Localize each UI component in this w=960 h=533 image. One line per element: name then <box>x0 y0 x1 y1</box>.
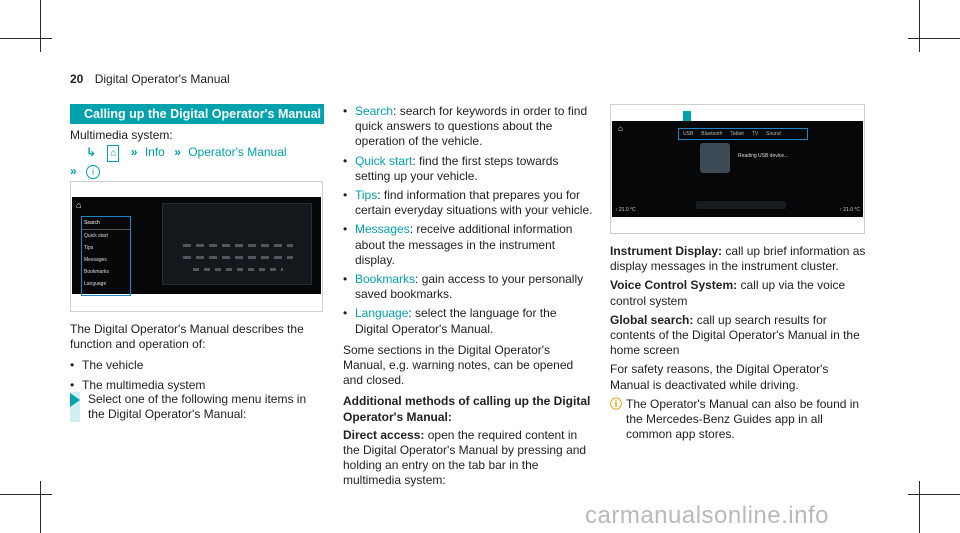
home-icon: ⌂ <box>618 124 623 133</box>
step-arrow-icon <box>70 393 80 407</box>
screen-display <box>72 197 321 294</box>
menu-search[interactable]: Search <box>82 217 130 230</box>
term-text: : gain access to your personally saved bookmarks. <box>355 272 584 302</box>
term-bookmarks[interactable]: Bookmarks <box>355 272 416 287</box>
tab-usb[interactable]: USB <box>683 131 694 137</box>
tab-bar <box>678 128 808 140</box>
description: The Digital Operator's Manual describes the function and operation of: <box>70 322 304 352</box>
direct-access <box>343 428 593 489</box>
safety-text: For safety reasons, the Digital Operator's Manual is deactivated while driving. <box>610 362 829 392</box>
section-title: Calling up the Digital Operator's Manual <box>70 104 324 124</box>
menu-path <box>70 145 325 162</box>
tab-tablet[interactable]: Tablet <box>730 131 744 137</box>
menu-language[interactable]: Language <box>84 281 107 287</box>
crop-mark <box>919 0 920 52</box>
voice-control <box>610 278 870 308</box>
step-arrow-icon: » <box>130 145 138 160</box>
crop-mark <box>908 38 960 39</box>
menu-item-list <box>343 104 593 337</box>
note <box>610 397 870 443</box>
global-text: call up search results for contents of the Digital Operator's Manual in the home screen <box>610 312 860 358</box>
temperature-left: ↑ 21.0 °C <box>615 207 636 213</box>
step-arrow-icon: » <box>70 164 77 179</box>
list-item <box>343 222 593 268</box>
list-item <box>343 154 593 184</box>
list-item <box>343 306 593 336</box>
crop-mark <box>40 481 41 533</box>
instrument-display <box>610 244 870 274</box>
list-item <box>343 272 593 302</box>
player-controls <box>696 201 786 209</box>
usb-status: Reading USB device... <box>738 153 789 159</box>
step-instruction: Select one of the following menu items in the Digital Operator's Manual: <box>88 392 307 422</box>
methods-heading: Additional methods of calling up the Digital Operator's Manual: <box>343 394 591 424</box>
placeholder-row <box>193 268 283 271</box>
page-number: 20 <box>70 72 84 86</box>
menu-panel <box>81 216 131 296</box>
placeholder-row <box>183 244 293 247</box>
crop-mark <box>919 481 920 533</box>
direct-access-text: open the required content in the Digital Operator's Manual by pressing and holding an entry on the tab bar in the multimedia system: <box>343 427 587 488</box>
term-text: : find the first steps towards setting up your vehicle. <box>355 153 559 183</box>
menu-messages[interactable]: Messages <box>84 257 107 263</box>
watermark: carmanualsonline.info <box>585 502 829 529</box>
term-text: : find information that prepares you for certain everyday situations with your vehicle. <box>355 188 593 218</box>
global-search <box>610 313 870 359</box>
header-title: Digital Operator's Manual <box>94 72 230 86</box>
temperature-right: ↑ 21.0 °C <box>839 207 860 213</box>
term-tips[interactable]: Tips <box>355 188 378 203</box>
voice-text: call up via the voice control system <box>610 278 846 308</box>
tabbar-screenshot <box>610 104 865 234</box>
menu-tips[interactable]: Tips <box>84 245 94 251</box>
screen-display <box>612 121 863 217</box>
list-item <box>343 188 593 218</box>
left-column-lower <box>70 322 325 397</box>
return-arrow-icon: ↳ <box>86 145 97 160</box>
term-messages[interactable]: Messages <box>355 222 410 237</box>
info-icon[interactable]: i <box>86 165 100 179</box>
manual-screenshot <box>70 181 323 312</box>
path-label: Multimedia system: <box>70 128 173 142</box>
term-quick-start[interactable]: Quick start <box>355 153 413 168</box>
middle-column <box>343 104 593 489</box>
page-header <box>70 72 230 86</box>
list-item: • The multimedia system <box>70 378 325 393</box>
placeholder-row <box>183 256 293 259</box>
instrument-label: Instrument Display: <box>610 244 723 258</box>
instrument-text: call up brief information as display messages in the instrument cluster. <box>610 244 866 274</box>
home-icon[interactable]: ⌂ <box>107 145 119 162</box>
right-column <box>610 244 870 442</box>
term-text: : search for keywords in order to find quick answers to questions about the operation of the vehicle. <box>355 104 588 149</box>
note-text: The Operator's Manual can also be found in the Mercedes-Benz Guides app in all common app stores. <box>626 396 860 442</box>
crop-mark <box>40 0 41 52</box>
tab-sound[interactable]: Sound <box>766 131 781 137</box>
path-info[interactable]: Info <box>144 145 165 160</box>
list-item <box>343 104 593 150</box>
step-arrow-icon: » <box>174 145 181 160</box>
term-search[interactable]: Search <box>355 104 394 118</box>
voice-label: Voice Control System: <box>610 278 738 293</box>
home-icon: ⌂ <box>76 200 82 210</box>
global-label: Global search: <box>610 312 694 327</box>
term-text: : select the language for the Digital Operator's Manual. <box>355 306 557 336</box>
left-column <box>70 104 325 180</box>
tab-bluetooth[interactable]: Bluetooth <box>701 131 723 137</box>
menu-path-second-line <box>70 164 325 179</box>
direct-access-label: Direct access: <box>343 427 425 442</box>
media-artwork <box>700 143 730 173</box>
path-operators-manual[interactable]: Operator's Manual <box>188 145 287 160</box>
list-item: • The vehicle <box>70 358 325 373</box>
crop-mark <box>908 494 960 495</box>
tab-tv[interactable]: TV <box>751 131 759 137</box>
subject-list <box>70 358 325 392</box>
crop-mark <box>0 38 52 39</box>
menu-bookmarks[interactable]: Bookmarks <box>84 269 110 275</box>
menu-quick-start[interactable]: Quick start <box>84 233 108 239</box>
sections-note: Some sections in the Digital Operator's Manual, e.g. warning notes, can be opened and closed. <box>343 342 574 388</box>
content-area <box>162 203 312 285</box>
term-text: : receive additional information about the messages in the instrument display. <box>355 222 573 267</box>
note-icon: ⓘ <box>610 396 623 411</box>
term-language[interactable]: Language <box>355 306 409 321</box>
crop-mark <box>0 494 52 495</box>
